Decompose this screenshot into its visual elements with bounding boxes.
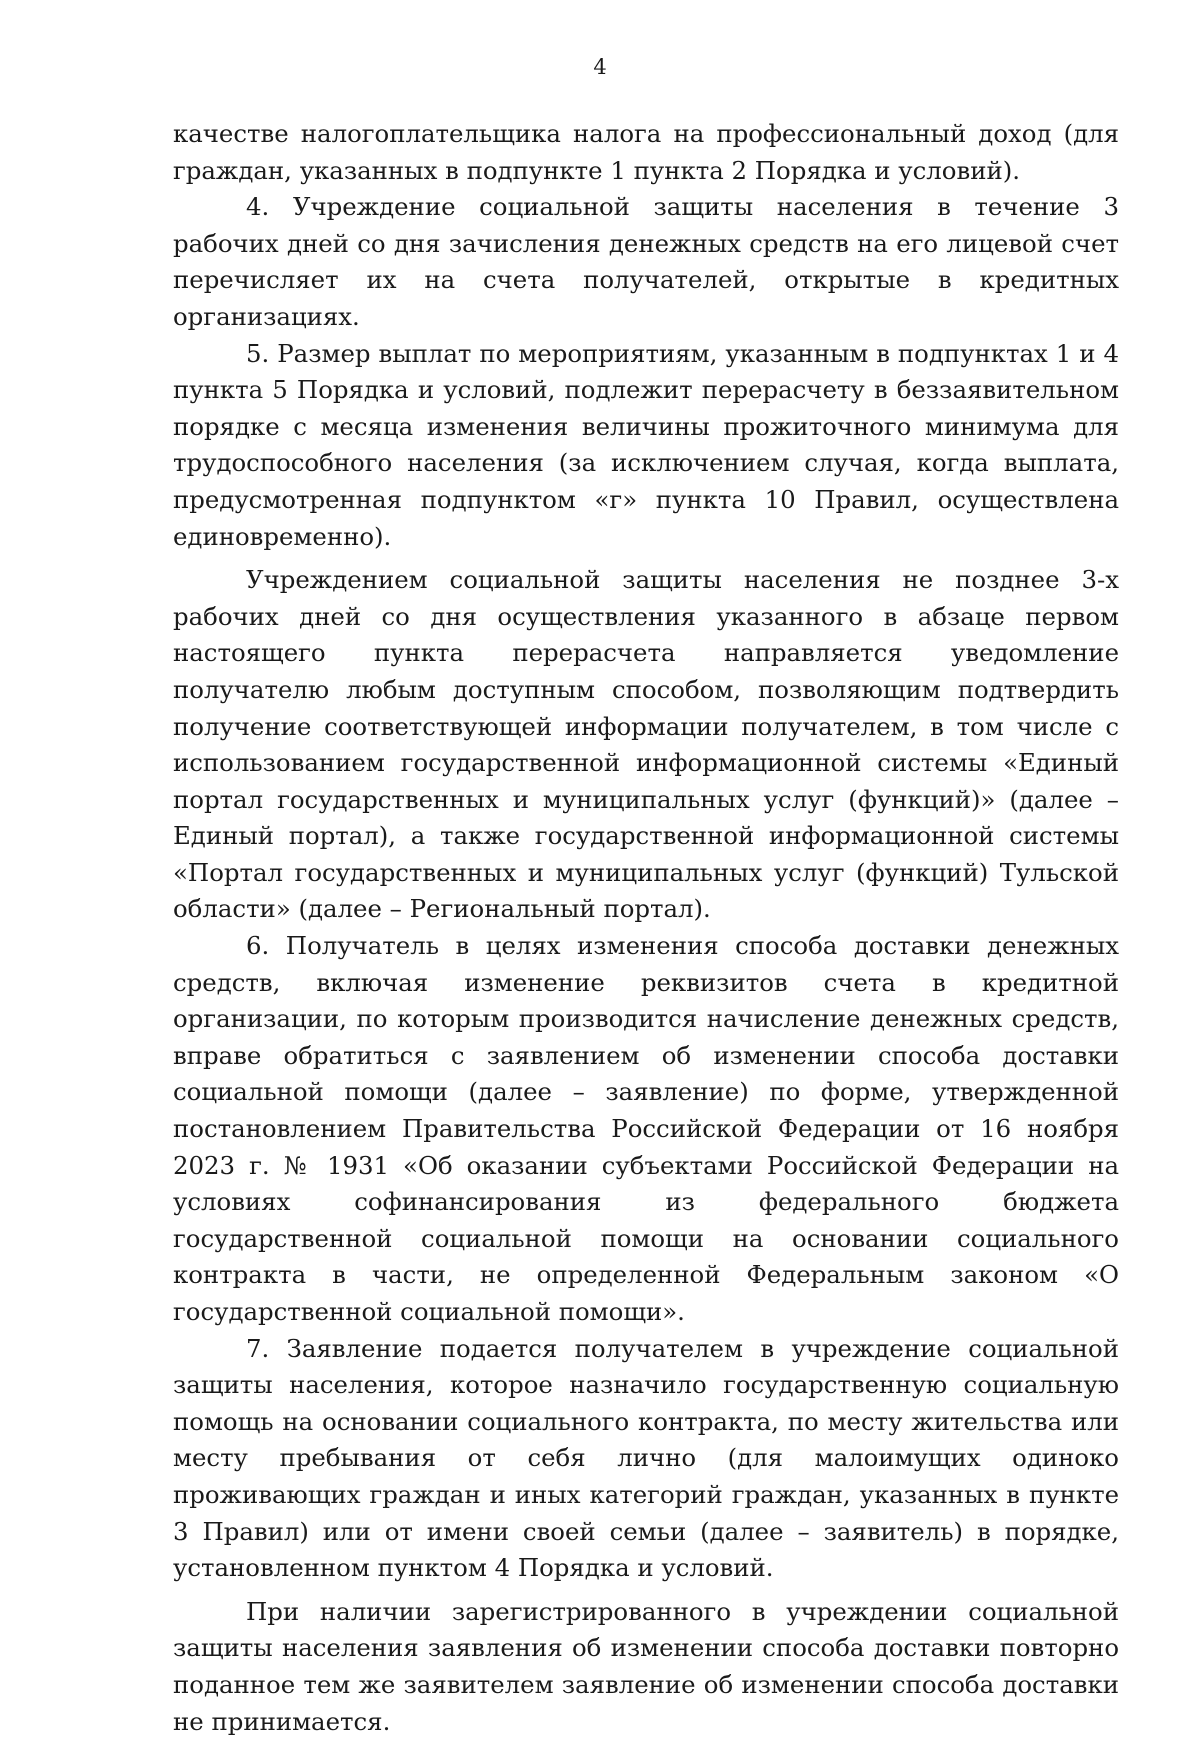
paragraph-item-5-notification: Учреждением социальной защиты населения не позднее 3-х рабочих дней со дня осуществления указанного в абзаце первом настоящего пункта перерасчета направляется уведомление получателю любым доступным способом, позволяющим подтвердить получение соответствующей информации получателем, в том числе с использованием государственной информационной системы «Единый портал государственных и муниципальных услуг (функций)» (далее – Единый портал), а также государственной информационной системы «Портал государственных и муниципальных услуг (функций) Тульской области» (далее – Региональный портал). — [173, 565, 1119, 924]
paragraph-item-7-repeat: При наличии зарегистрированного в учреждении социальной защиты населения заявления об изменении способа доставки повторно поданное тем же заявителем заявление об изменении способа доставки не принимается. — [173, 1596, 1119, 1736]
paragraph-item-6: 6. Получатель в целях изменения способа доставки денежных средств, включая изменение реквизитов счета в кредитной организации, по которым производится начисление денежных средств, вправе обратиться с заявлением об изменении способа доставки социальной помощи (далее – заявление) по форме, утвержденной постановлением Правительства Российской Федерации от 16 ноября 2023 г. № 1931 «Об оказании субъектами Российской Федерации на условиях софинансирования из федерального бюджета государственной социальной помощи на основании социального контракта в части, не определенной Федеральным законом «О государственной социальной помощи». — [173, 931, 1119, 1326]
paragraph-item-4: 4. Учреждение социальной защиты населения в течение 3 рабочих дней со дня зачисления денежных средств на его лицевой счет перечисляет их на счета получателей, открытые в кредитных организациях. — [173, 192, 1119, 331]
paragraph-item-7: 7. Заявление подается получателем в учреждение социальной защиты населения, которое назначило государственную социальную помощь на основании социального контракта, по месту жительства или месту пребывания от себя лично (для малоимущих одиноко проживающих граждан и иных категорий граждан, указанных в пункте 3 Правил) или от имени своей семьи (далее – заявитель) в порядке, установленном пунктом 4 Порядка и условий. — [173, 1333, 1119, 1583]
paragraph-item-5: 5. Размер выплат по мероприятиям, указанным в подпунктах 1 и 4 пункта 5 Порядка и условий, подлежит перерасчету в беззаявительном порядке с месяца изменения величины прожиточного минимума для трудоспособного населения (за исключением случая, когда выплата, предусмотренная подпунктом «г» пункта 10 Правил, осуществлена единовременно). — [173, 338, 1119, 551]
page-number: 4 — [593, 55, 607, 79]
document-body — [173, 116, 1119, 1740]
paragraph-continuation: качестве налогоплательщика налога на профессиональный доход (для граждан, указанных в подпункте 1 пункта 2 Порядка и условий). — [173, 119, 1119, 185]
